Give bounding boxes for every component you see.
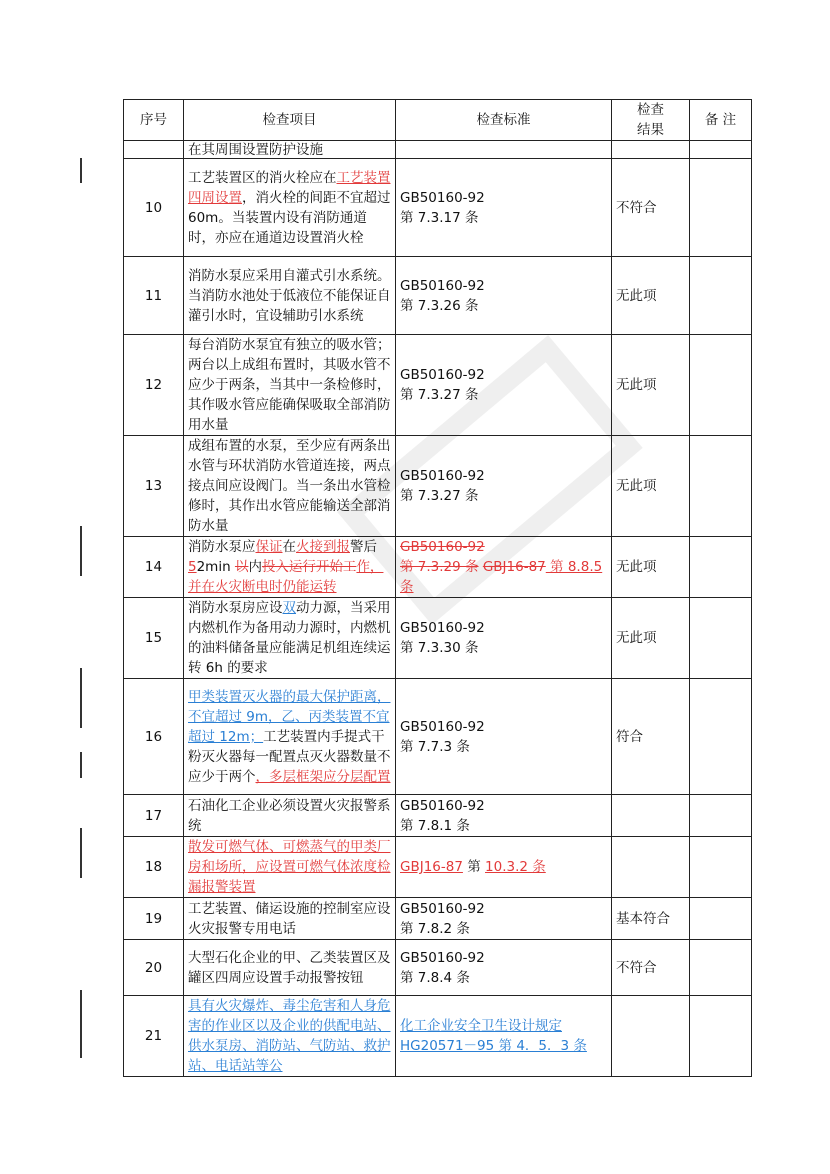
check-item <box>184 257 396 335</box>
check-standard <box>396 795 612 837</box>
table-row <box>124 996 752 1077</box>
note-cell <box>690 837 752 898</box>
text-run: GB50160-92 <box>400 949 485 966</box>
text-run: 消防水泵应采用自灌式引水系统。当消防水池处于低液位不能保证自灌引水时，宜设辅助引水系统 <box>188 267 391 324</box>
row-number <box>124 141 184 159</box>
text-run: 双 <box>282 600 296 616</box>
inspection-table <box>123 99 752 1077</box>
check-result <box>612 996 690 1077</box>
text-run: 第 7.3.27 条 <box>400 387 479 403</box>
text-run: 消防水泵房应设 <box>188 600 283 616</box>
text-run: 第 7.3.29 条 <box>400 559 479 575</box>
note-cell <box>690 436 752 537</box>
check-standard <box>396 837 612 898</box>
table-row <box>124 141 752 159</box>
row-number: 10 <box>124 159 184 257</box>
change-bar <box>80 668 82 728</box>
text-run: GB50160-92 <box>400 539 485 555</box>
check-result <box>612 837 690 898</box>
check-item <box>184 837 396 898</box>
header-note: 备 注 <box>690 100 752 141</box>
check-standard <box>396 537 612 598</box>
header-result <box>612 100 690 141</box>
header-result-line1: 检查 <box>637 102 664 118</box>
text-run: GBJ16-87 <box>482 559 546 575</box>
text-run: 石油化工企业必须设置火灾报警系统 <box>188 797 391 834</box>
text-run: GB50160-92 <box>400 900 485 917</box>
text-run: 作，并在火灾断电时仍能运转 <box>188 559 384 595</box>
table-header-row <box>124 100 752 141</box>
check-standard <box>396 257 612 335</box>
check-item <box>184 141 396 159</box>
check-item <box>184 436 396 537</box>
text-run: 第 7.3.27 条 <box>400 488 479 504</box>
text-run: 警后 <box>350 539 377 555</box>
note-cell <box>690 335 752 436</box>
text-run: 工艺装置四周设置 <box>188 169 391 206</box>
text-run: 第 7.7.3 条 <box>400 738 470 755</box>
text-run: 工艺装置区的消火栓应在 <box>188 169 337 186</box>
text-run: 成组布置的水泵，至少应有两条出水管与环状消防水管道连接，两点接点间应设阀门。当一条出水管检修时，其作出水管应能输送全部消防水量 <box>188 438 391 534</box>
note-cell <box>690 898 752 940</box>
change-bar <box>80 752 82 778</box>
check-result: 不符合 <box>612 940 690 996</box>
check-result: 基本符合 <box>612 898 690 940</box>
table-row <box>124 940 752 996</box>
table-row <box>124 795 752 837</box>
text-run: GB50160-92 <box>400 797 485 814</box>
text-run: 具有火灾爆炸、毒尘危害和人身危害的作业区以及企业的供配电站、供水泵房、消防站、气防站、救护站、电话站等公 <box>188 998 391 1074</box>
check-result: 符合 <box>612 679 690 795</box>
text-run: GBJ16-87 <box>400 859 463 875</box>
text-run: 在其周围设置防护设施 <box>188 141 323 158</box>
note-cell <box>690 940 752 996</box>
text-run: 第 8.8.5 条 <box>400 559 603 595</box>
text-run: GB50160-92 <box>400 367 485 383</box>
text-run: 5 <box>188 559 197 575</box>
note-cell <box>690 679 752 795</box>
row-number: 11 <box>124 257 184 335</box>
text-run: GB50160-92 <box>400 189 485 206</box>
check-item <box>184 679 396 795</box>
table-row <box>124 159 752 257</box>
change-bar <box>80 158 82 183</box>
check-item <box>184 598 396 679</box>
note-cell <box>690 996 752 1077</box>
change-bar <box>80 828 82 878</box>
text-run: GB50160-92 <box>400 718 485 735</box>
text-run: 甲类装置灭火器的最大保护距离，不宜超过 9m，乙、丙类装置不宜超过 12m； <box>188 688 391 745</box>
check-result: 无此项 <box>612 436 690 537</box>
row-number: 13 <box>124 436 184 537</box>
check-item <box>184 996 396 1077</box>
check-standard <box>396 159 612 257</box>
check-item <box>184 940 396 996</box>
check-item <box>184 537 396 598</box>
check-result: 不符合 <box>612 159 690 257</box>
text-run: 10.3.2 条 <box>485 859 546 875</box>
check-standard <box>396 598 612 679</box>
check-standard <box>396 940 612 996</box>
check-item <box>184 898 396 940</box>
header-standard: 检查标准 <box>396 100 612 141</box>
check-standard <box>396 679 612 795</box>
check-standard <box>396 996 612 1077</box>
header-result-line2: 结果 <box>637 122 664 138</box>
text-run: 保证 <box>255 539 283 555</box>
text-run: GB50160-92 <box>400 277 485 294</box>
check-result: 无此项 <box>612 598 690 679</box>
note-cell <box>690 159 752 257</box>
row-number: 21 <box>124 996 184 1077</box>
text-run: 化工企业安全卫生设计规定 HG20571－95 第 4．5．3 条 <box>400 1018 587 1054</box>
row-number: 15 <box>124 598 184 679</box>
text-run: 第 7.3.17 条 <box>400 209 479 226</box>
check-standard <box>396 141 612 159</box>
check-item <box>184 795 396 837</box>
check-item <box>184 159 396 257</box>
text-run: 第 7.8.2 条 <box>400 920 470 937</box>
header-no: 序号 <box>124 100 184 141</box>
text-run: 第 7.3.26 条 <box>400 297 479 314</box>
check-result: 无此项 <box>612 335 690 436</box>
note-cell <box>690 795 752 837</box>
text-run: 内 <box>248 559 262 575</box>
row-number: 20 <box>124 940 184 996</box>
check-result <box>612 141 690 159</box>
text-run: 工艺装置、储运设施的控制室应设火灾报警专用电话 <box>188 900 391 937</box>
note-cell <box>690 257 752 335</box>
row-number: 17 <box>124 795 184 837</box>
header-item: 检查项目 <box>184 100 396 141</box>
check-standard <box>396 335 612 436</box>
check-item <box>184 335 396 436</box>
check-standard <box>396 436 612 537</box>
text-run: 大型石化企业的甲、乙类装置区及罐区四周应设置手动报警按钮 <box>188 949 391 986</box>
table-row <box>124 335 752 436</box>
text-run: 第 7.3.30 条 <box>400 640 479 656</box>
table-row <box>124 837 752 898</box>
row-number: 18 <box>124 837 184 898</box>
text-run: 以 <box>234 559 249 575</box>
text-run: 2min <box>196 559 235 575</box>
change-bar <box>80 526 82 576</box>
note-cell <box>690 598 752 679</box>
row-number: 19 <box>124 898 184 940</box>
check-result: 无此项 <box>612 537 690 598</box>
check-standard <box>396 898 612 940</box>
text-run: 第 7.8.4 条 <box>400 969 470 986</box>
table-row <box>124 537 752 598</box>
check-result: 无此项 <box>612 257 690 335</box>
table-row <box>124 598 752 679</box>
table-row <box>124 898 752 940</box>
text-run: 动力源，当采用内燃机作为备用动力源时，内燃机的油料储备量应能满足机组连续运转 6h 的要求 <box>188 600 391 676</box>
text-run: ，消火栓的间距不宜超过 60m。当装置内设有消防通道时，亦应在通道边设置消火栓 <box>188 189 391 246</box>
check-result <box>612 795 690 837</box>
note-cell <box>690 537 752 598</box>
note-cell <box>690 141 752 159</box>
text-run: ，多层框架应分层配置 <box>255 768 391 785</box>
text-run: 火接到报 <box>296 539 350 555</box>
text-run: 在 <box>282 539 296 555</box>
row-number: 14 <box>124 537 184 598</box>
text-run: 每台消防水泵宜有独立的吸水管；两台以上成组布置时，其吸水管不应少于两条，当其中一条检修时，其作吸水管应能确保吸取全部消防用水量 <box>188 337 391 433</box>
text-run: 投入运行开始工 <box>261 559 357 575</box>
text-run: GB50160-92 <box>400 468 485 484</box>
table-row <box>124 436 752 537</box>
change-bar <box>80 990 82 1058</box>
text-run: 第 7.8.1 条 <box>400 817 470 834</box>
row-number: 12 <box>124 335 184 436</box>
text-run: 第 <box>462 859 486 875</box>
text-run: GB50160-92 <box>400 620 485 636</box>
table-row <box>124 679 752 795</box>
table-row <box>124 257 752 335</box>
text-run: 散发可燃气体、可燃蒸气的甲类厂房和场所，应设置可燃气体浓度检漏报警装置 <box>188 839 391 895</box>
text-run: 工艺装置内手提式干粉灭火器每一配置点灭火器数量不应少于两个 <box>188 728 391 785</box>
row-number: 16 <box>124 679 184 795</box>
text-run: 消防水泵应 <box>188 539 256 555</box>
